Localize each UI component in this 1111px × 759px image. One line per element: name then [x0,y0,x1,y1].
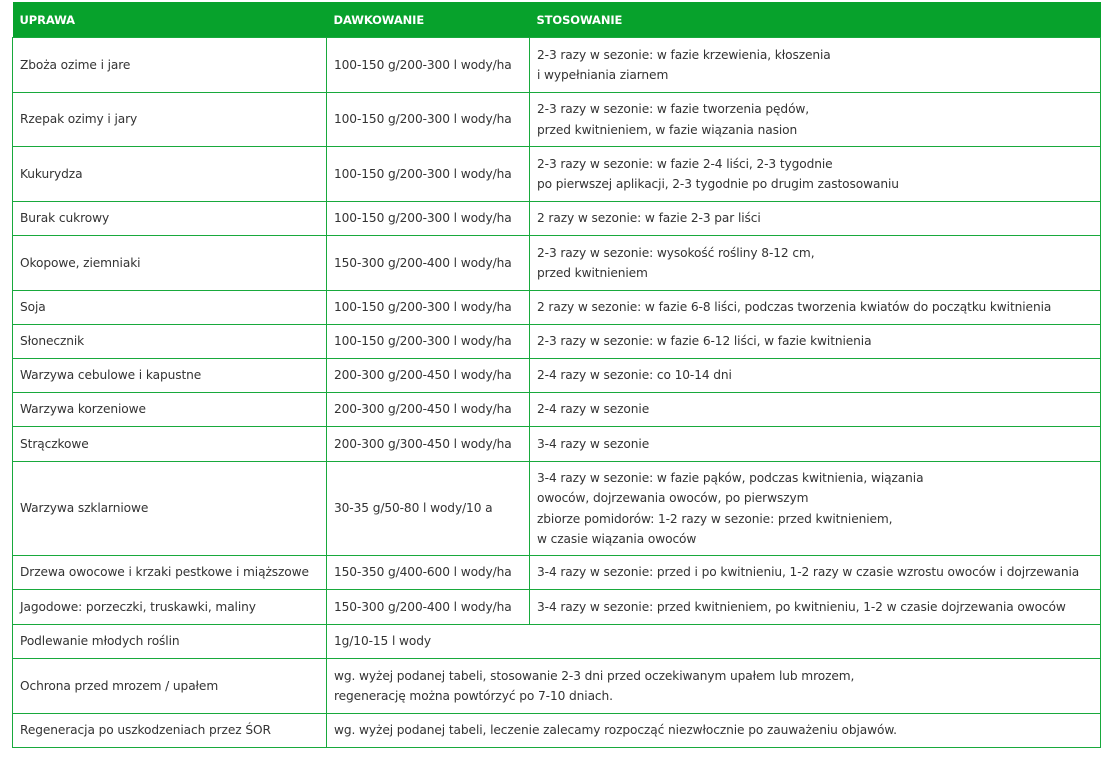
crop-cell: Regeneracja po uszkodzeniach przez ŚOR [13,714,327,748]
crop-cell: Jagodowe: porzeczki, truskawki, maliny [13,590,327,625]
cell-line: owoców, dojrzewania owoców, po pierwszym [537,491,809,505]
crop-cell: Podlewanie młodych roślin [13,625,327,659]
table-row [13,38,1101,93]
cell-line: 2-3 razy w sezonie: w fazie 6-12 liści, w fazie kwitnienia [537,334,872,349]
dose-cell: 100-150 g/200-300 l wody/ha [327,93,530,147]
crop-cell: Drzewa owocowe i krzaki pestkowe i miąższowe [13,556,327,590]
dose-cell: 200-300 g/200-450 l wody/ha [327,359,530,393]
usage-cell [530,236,1101,291]
usage-cell [530,556,1101,590]
table-row [13,393,1101,427]
header-stosowanie: STOSOWANIE [530,2,1101,38]
crop-cell: Soja [13,291,327,325]
cell-line: wg. wyżej podanej tabeli, leczenie zalecamy rozpocząć niezwłocznie po zauważeniu objawów. [334,723,897,738]
cell-line: zbiorze pomidorów: 1-2 razy w sezonie: przed kwitnieniem, [537,511,893,526]
usage-cell [530,393,1101,427]
crop-cell: Strączkowe [13,427,327,462]
dose-cell: 200-300 g/300-450 l wody/ha [327,427,530,462]
crop-cell: Ochrona przed mrozem / upałem [13,659,327,714]
usage-cell [530,147,1101,202]
table-header-row [13,2,1101,38]
cell-line: 2-3 razy w sezonie: w fazie krzewienia, kłoszenia [537,47,831,62]
usage-cell [530,427,1101,462]
usage-cell [530,590,1101,625]
dosage-table [12,2,1101,748]
crop-cell: Burak cukrowy [13,202,327,236]
crop-cell: Zboża ozime i jare [13,38,327,93]
dose-cell: 100-150 g/200-300 l wody/ha [327,325,530,359]
dose-cell: 100-150 g/200-300 l wody/ha [327,38,530,93]
crop-cell: Kukurydza [13,147,327,202]
cell-line: 2-3 razy w sezonie: w fazie 2-4 liści, 2-3 tygodnie [537,156,833,171]
dose-cell: 150-300 g/200-400 l wody/ha [327,590,530,625]
cell-line: w czasie wiązania owoców [537,532,697,546]
table-row [13,556,1101,590]
dose-cell: 200-300 g/200-450 l wody/ha [327,393,530,427]
usage-cell [530,462,1101,556]
cell-line: 1g/10-15 l wody [334,634,432,649]
cell-line: regenerację można powtórzyć po 7-10 dniach. [334,689,613,703]
table-body [13,38,1101,748]
table-row-merged [13,714,1101,748]
cell-line: i wypełniania ziarnem [537,68,669,82]
cell-line: po pierwszej aplikacji, 2-3 tygodnie po drugim zastosowaniu [537,177,899,191]
cell-line: 2 razy w sezonie: w fazie 6-8 liści, podczas tworzenia kwiatów do początku kwitnienia [537,300,1052,315]
table-row [13,590,1101,625]
usage-cell [530,202,1101,236]
usage-cell [530,93,1101,147]
table-row [13,291,1101,325]
table-row [13,359,1101,393]
dose-cell: 150-300 g/200-400 l wody/ha [327,236,530,291]
cell-line: wg. wyżej podanej tabeli, stosowanie 2-3 dni przed oczekiwanym upałem lub mrozem, [334,668,855,683]
cell-line: 3-4 razy w sezonie [537,436,650,451]
cell-line: 3-4 razy w sezonie: w fazie pąków, podczas kwitnienia, wiązania [537,470,924,485]
crop-cell: Warzywa szklarniowe [13,462,327,556]
header-uprawa: UPRAWA [13,2,327,38]
crop-cell: Słonecznik [13,325,327,359]
cell-line: 2-3 razy w sezonie: wysokość rośliny 8-12 cm, [537,245,815,260]
table-row-merged [13,625,1101,659]
usage-cell [530,38,1101,93]
dose-cell: 30-35 g/50-80 l wody/10 a [327,462,530,556]
cell-line: 2-3 razy w sezonie: w fazie tworzenia pędów, [537,102,810,116]
merged-note-cell [327,714,1101,748]
table-row [13,427,1101,462]
cell-line: 3-4 razy w sezonie: przed kwitnieniem, po kwitnieniu, 1-2 w czasie dojrzewania owoców [537,599,1066,614]
table-row [13,462,1101,556]
cell-line: 3-4 razy w sezonie: przed i po kwitnieniu, 1-2 razy w czasie wzrostu owoców i dojrzewania [537,565,1080,580]
table-row [13,147,1101,202]
cell-line: 2-4 razy w sezonie: co 10-14 dni [537,368,732,383]
usage-cell [530,325,1101,359]
table-row [13,325,1101,359]
table-row-merged [13,659,1101,714]
merged-note-cell [327,625,1101,659]
cell-line: przed kwitnieniem [537,266,648,280]
cell-line: 2 razy w sezonie: w fazie 2-3 par liści [537,211,761,226]
crop-cell: Okopowe, ziemniaki [13,236,327,291]
header-dawkowanie: DAWKOWANIE [327,2,530,38]
crop-cell: Rzepak ozimy i jary [13,93,327,147]
usage-cell [530,359,1101,393]
crop-cell: Warzywa korzeniowe [13,393,327,427]
crop-cell: Warzywa cebulowe i kapustne [13,359,327,393]
cell-line: przed kwitnieniem, w fazie wiązania nasion [537,122,798,137]
usage-cell [530,291,1101,325]
merged-note-cell [327,659,1101,714]
table-row [13,202,1101,236]
dose-cell: 100-150 g/200-300 l wody/ha [327,291,530,325]
cell-line: 2-4 razy w sezonie [537,402,650,417]
table-row [13,236,1101,291]
dose-cell: 100-150 g/200-300 l wody/ha [327,147,530,202]
dose-cell: 150-350 g/400-600 l wody/ha [327,556,530,590]
dose-cell: 100-150 g/200-300 l wody/ha [327,202,530,236]
table-row [13,93,1101,147]
